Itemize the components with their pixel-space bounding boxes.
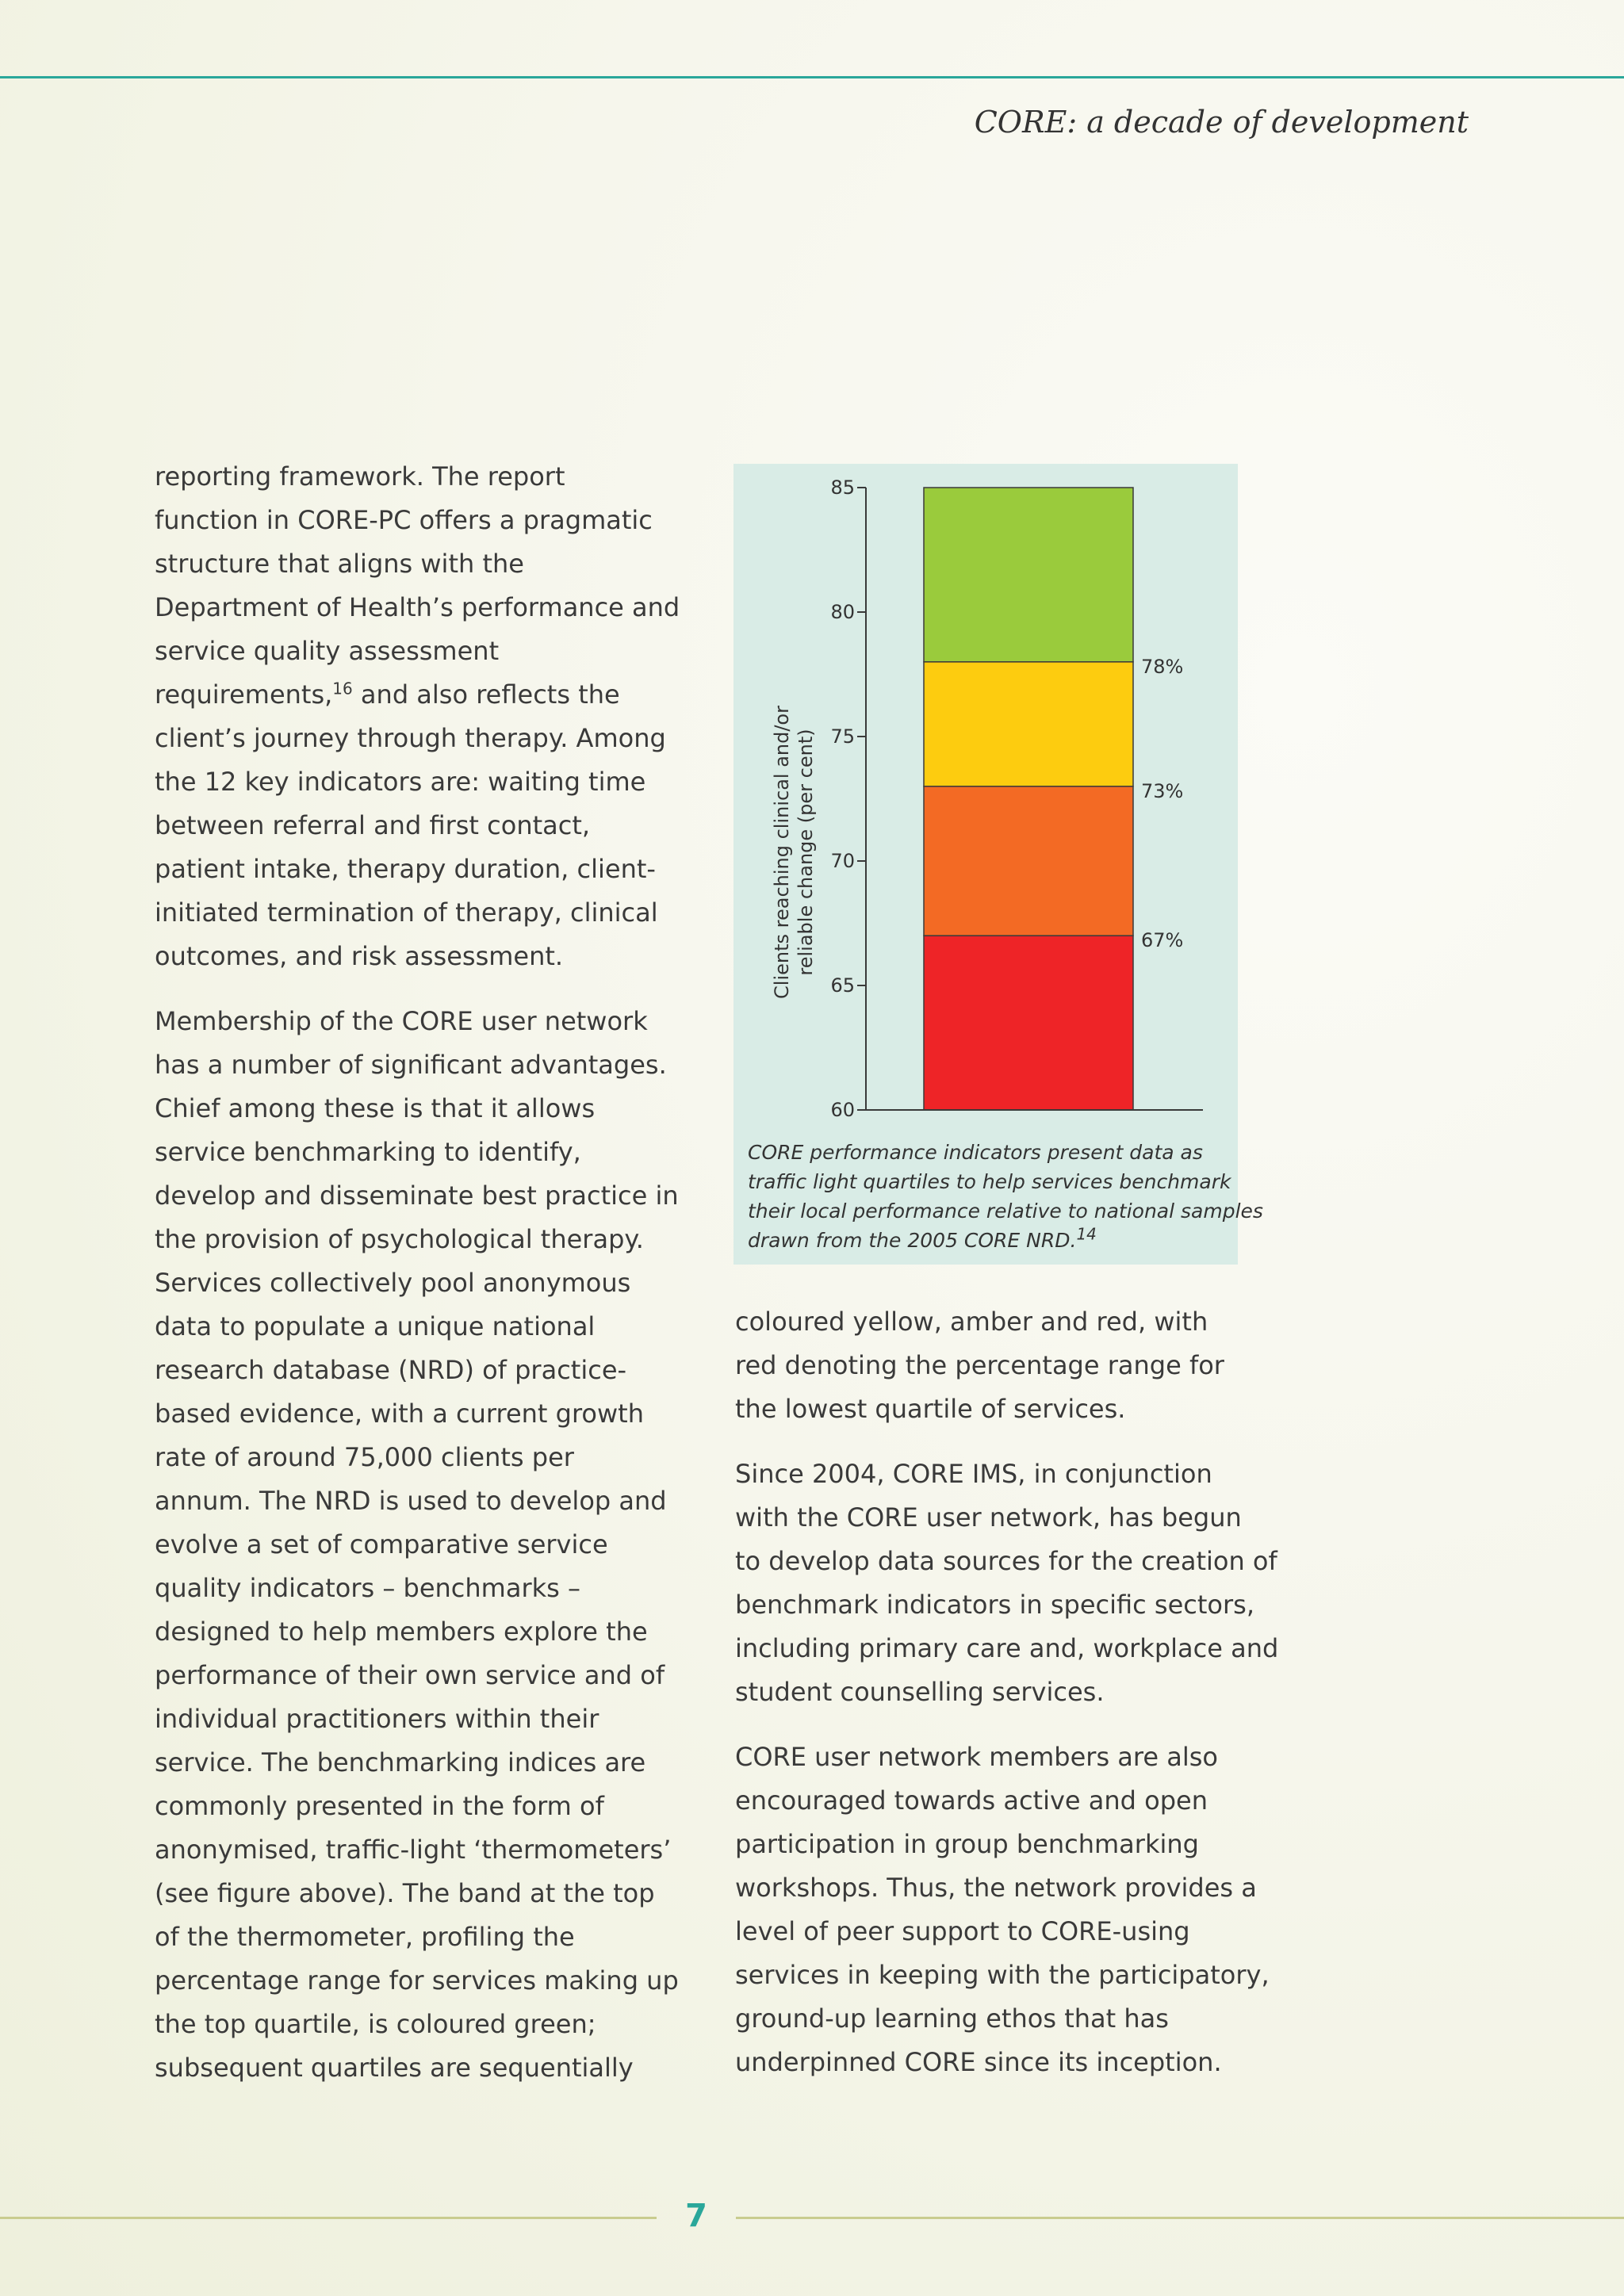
text-line: subsequent quartiles are sequentially: [155, 2053, 634, 2083]
text-line: encouraged towards active and open: [735, 1785, 1208, 1816]
text-line: of the thermometer, profiling the: [155, 1922, 575, 1952]
text-line: designed to help members explore the: [155, 1617, 648, 1647]
caption-line: CORE performance indicators present data as: [748, 1141, 1203, 1164]
reference-16: 16: [332, 679, 353, 698]
text-line: (see figure above). The band at the top: [155, 1878, 655, 1908]
y-tick-label: 80: [830, 601, 855, 623]
text-line: between referral and first contact,: [155, 810, 591, 840]
text-line: Since 2004, CORE IMS, in conjunction: [735, 1459, 1212, 1489]
band-2: [924, 662, 1133, 786]
caption-line-text: drawn from the 2005 CORE NRD.: [748, 1229, 1077, 1252]
text-line: based evidence, with a current growth: [155, 1399, 644, 1429]
band-0: [924, 936, 1133, 1110]
text-line: red denoting the percentage range for: [735, 1350, 1224, 1380]
y-tick-label: 65: [830, 974, 855, 997]
text-line: commonly presented in the form of: [155, 1791, 604, 1821]
text-line: research database (NRD) of practice-: [155, 1355, 627, 1385]
text-line: CORE user network members are also: [735, 1742, 1218, 1772]
footer-rule-left: [0, 2217, 657, 2219]
text-line-rest: and also reflects the: [360, 679, 620, 710]
text-line: underpinned CORE since its inception.: [735, 2047, 1222, 2077]
text-line: the lowest quartile of services.: [735, 1394, 1126, 1424]
text-line: structure that aligns with the: [155, 549, 524, 579]
top-rule: [0, 76, 1624, 78]
text-line: service. The benchmarking indices are: [155, 1747, 646, 1777]
text-line: data to populate a unique national: [155, 1311, 596, 1341]
text-line: function in CORE-PC offers a pragmatic: [155, 505, 653, 535]
running-title: CORE: a decade of development: [974, 105, 1469, 140]
text-line: level of peer support to CORE-using: [735, 1916, 1190, 1946]
y-tick-label: 75: [830, 725, 855, 748]
text-line: Membership of the CORE user network: [155, 1006, 648, 1036]
text-line: services in keeping with the participatory,: [735, 1960, 1270, 1990]
band-layer: [924, 488, 1133, 1110]
caption-line: their local performance relative to national samples: [748, 1200, 1263, 1223]
text-line: rate of around 75,000 clients per: [155, 1442, 574, 1472]
text-line: Services collectively pool anonymous: [155, 1268, 631, 1298]
label-layer: [1141, 656, 1183, 951]
text-line: patient intake, therapy duration, client-: [155, 854, 656, 884]
text-line: performance of their own service and of: [155, 1660, 665, 1690]
caption-line: traffic light quartiles to help services benchmark: [748, 1170, 1231, 1193]
requirements-word: requirements,: [155, 679, 333, 710]
reference-14: 14: [1076, 1224, 1097, 1244]
text-line: percentage range for services making up: [155, 1965, 679, 1996]
caption-line: [748, 1226, 1231, 1255]
footer-rule-right: [736, 2217, 1624, 2219]
text-line: service quality assessment: [155, 636, 500, 666]
text-line: client’s journey through therapy. Among: [155, 723, 666, 753]
text-line: has a number of significant advantages.: [155, 1050, 667, 1080]
text-line: outcomes, and risk assessment.: [155, 941, 564, 971]
band-label: 73%: [1141, 779, 1184, 802]
figure-caption: [748, 1138, 1263, 1255]
right-column: [735, 1300, 1279, 2084]
left-column: [155, 455, 678, 2090]
text-line: coloured yellow, amber and red, with: [735, 1307, 1208, 1337]
text-line: reporting framework. The report: [155, 461, 565, 492]
y-axis-label-line-1: Clients reaching clinical and/or: [771, 706, 793, 999]
text-line: with the CORE user network, has begun: [735, 1502, 1242, 1533]
band-1: [924, 786, 1133, 936]
thermometer-chart: [733, 464, 1238, 1138]
page-number: 7: [685, 2198, 707, 2234]
text-line: benchmark indicators in specific sectors,: [735, 1590, 1254, 1620]
y-tick-label: 85: [830, 476, 855, 499]
band-3: [924, 488, 1133, 662]
text-line: [155, 673, 678, 717]
text-line: to develop data sources for the creation of: [735, 1546, 1277, 1576]
text-line: initiated termination of therapy, clinical: [155, 897, 658, 928]
text-line: quality indicators – benchmarks –: [155, 1573, 580, 1603]
text-line: annum. The NRD is used to develop and: [155, 1486, 667, 1516]
text-line: the 12 key indicators are: waiting time: [155, 767, 646, 797]
text-line: participation in group benchmarking: [735, 1829, 1199, 1859]
text-line: including primary care and, workplace and: [735, 1633, 1279, 1663]
text-line: anonymised, traffic-light ‘thermometers’: [155, 1835, 672, 1865]
text-line: service benchmarking to identify,: [155, 1137, 581, 1167]
text-line: the provision of psychological therapy.: [155, 1224, 644, 1254]
text-line: the top quartile, is coloured green;: [155, 2009, 596, 2039]
text-line: workshops. Thus, the network provides a: [735, 1873, 1257, 1903]
text-line: develop and disseminate best practice in: [155, 1181, 679, 1211]
text-line: individual practitioners within their: [155, 1704, 599, 1734]
band-label: 67%: [1141, 929, 1184, 952]
text-line: Chief among these is that it allows: [155, 1093, 596, 1123]
text-line: evolve a set of comparative service: [155, 1529, 608, 1559]
y-tick-label: 70: [830, 850, 855, 872]
text-line: Department of Health’s performance and: [155, 592, 680, 622]
text-line: ground-up learning ethos that has: [735, 2003, 1169, 2034]
y-tick-label: 60: [830, 1099, 855, 1121]
band-label: 78%: [1141, 655, 1184, 678]
text-line: student counselling services.: [735, 1677, 1105, 1707]
y-axis-label-line-2: reliable change (per cent): [795, 729, 817, 976]
